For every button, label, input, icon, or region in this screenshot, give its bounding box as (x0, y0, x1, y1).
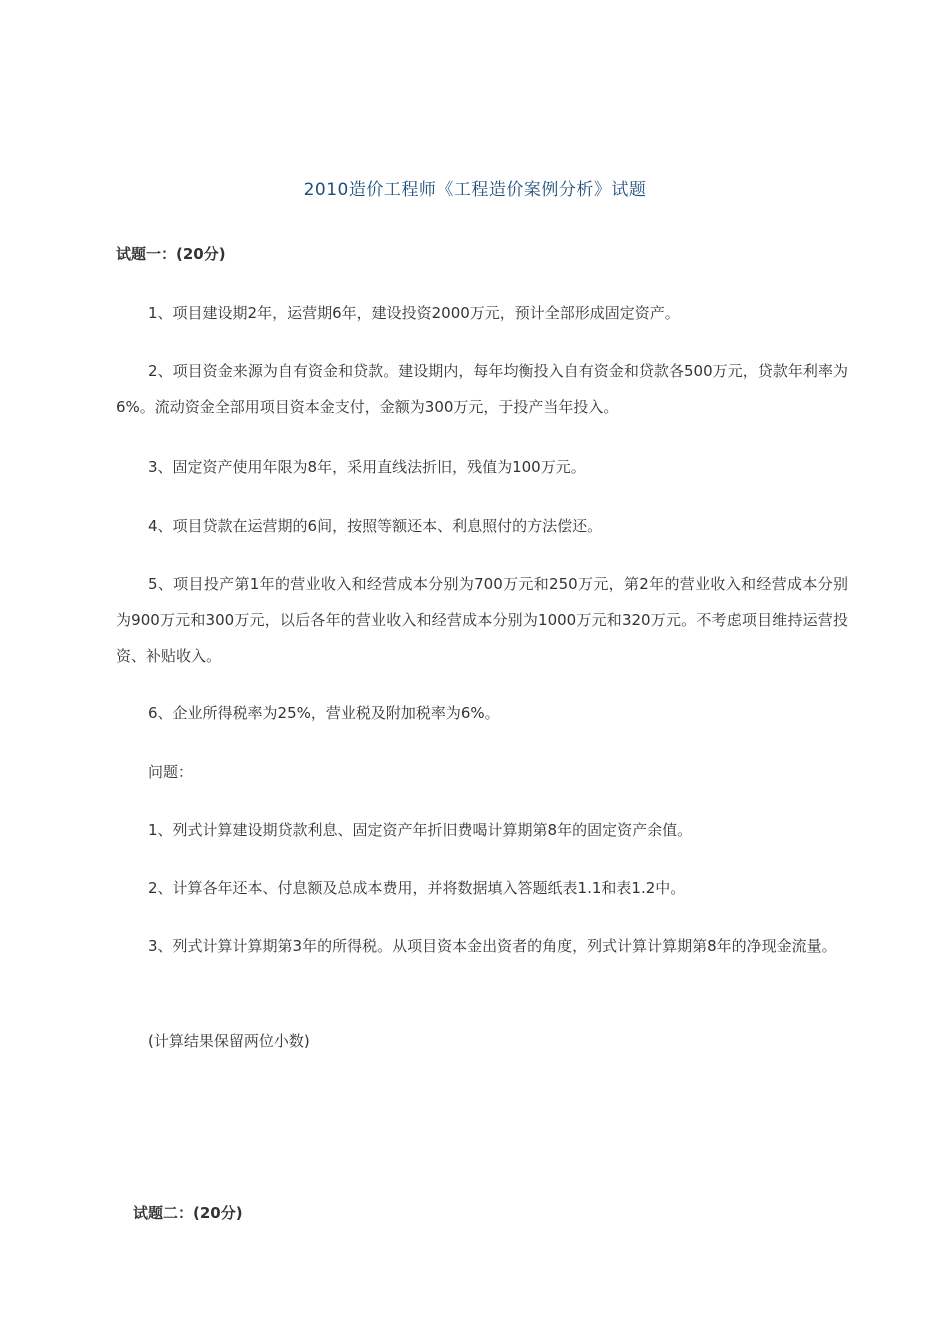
paragraph-6: 6、企业所得税率为25%，营业税及附加税率为6%。 (148, 704, 500, 722)
section-heading-1: 试题一：(20分) (116, 245, 226, 263)
rounding-note: (计算结果保留两位小数) (148, 1032, 310, 1050)
paragraph-3: 3、固定资产使用年限为8年，采用直线法折旧，残值为100万元。 (148, 458, 586, 476)
paragraph-4: 4、项目贷款在运营期的6间，按照等额还本、利息照付的方法偿还。 (148, 517, 603, 535)
questions-label: 问题： (148, 763, 194, 781)
question-1: 1、列式计算建设期贷款利息、固定资产年折旧费喝计算期第8年的固定资产余值。 (148, 821, 693, 839)
document-title: 2010造价工程师《工程造价案例分析》试题 (303, 180, 647, 200)
paragraph-2: 2、项目资金来源为自有资金和贷款。建设期内，每年均衡投入自有资金和贷款各500万元，贷款年利率为6%。流动资金全部用项目资本金支付，金额为300万元，于投产当年投入。 (116, 362, 848, 416)
question-3: 3、列式计算计算期第3年的所得税。从项目资本金出资者的角度，列式计算计算期第8年的净现金流量。 (148, 937, 837, 955)
paragraph-1: 1、项目建设期2年，运营期6年，建设投资2000万元，预计全部形成固定资产。 (148, 304, 680, 322)
section-heading-2: 试题二：(20分) (133, 1204, 243, 1222)
paragraph-5: 5、项目投产第1年的营业收入和经营成本分别为700万元和250万元，第2年的营业收入和经营成本分别为900万元和300万元，以后各年的营业收入和经营成本分别为1000万元和320万元。不考虑项目维持运营投资、补贴收入。 (116, 575, 848, 665)
question-2: 2、计算各年还本、付息额及总成本费用，并将数据填入答题纸表1.1和表1.2中。 (148, 879, 686, 897)
